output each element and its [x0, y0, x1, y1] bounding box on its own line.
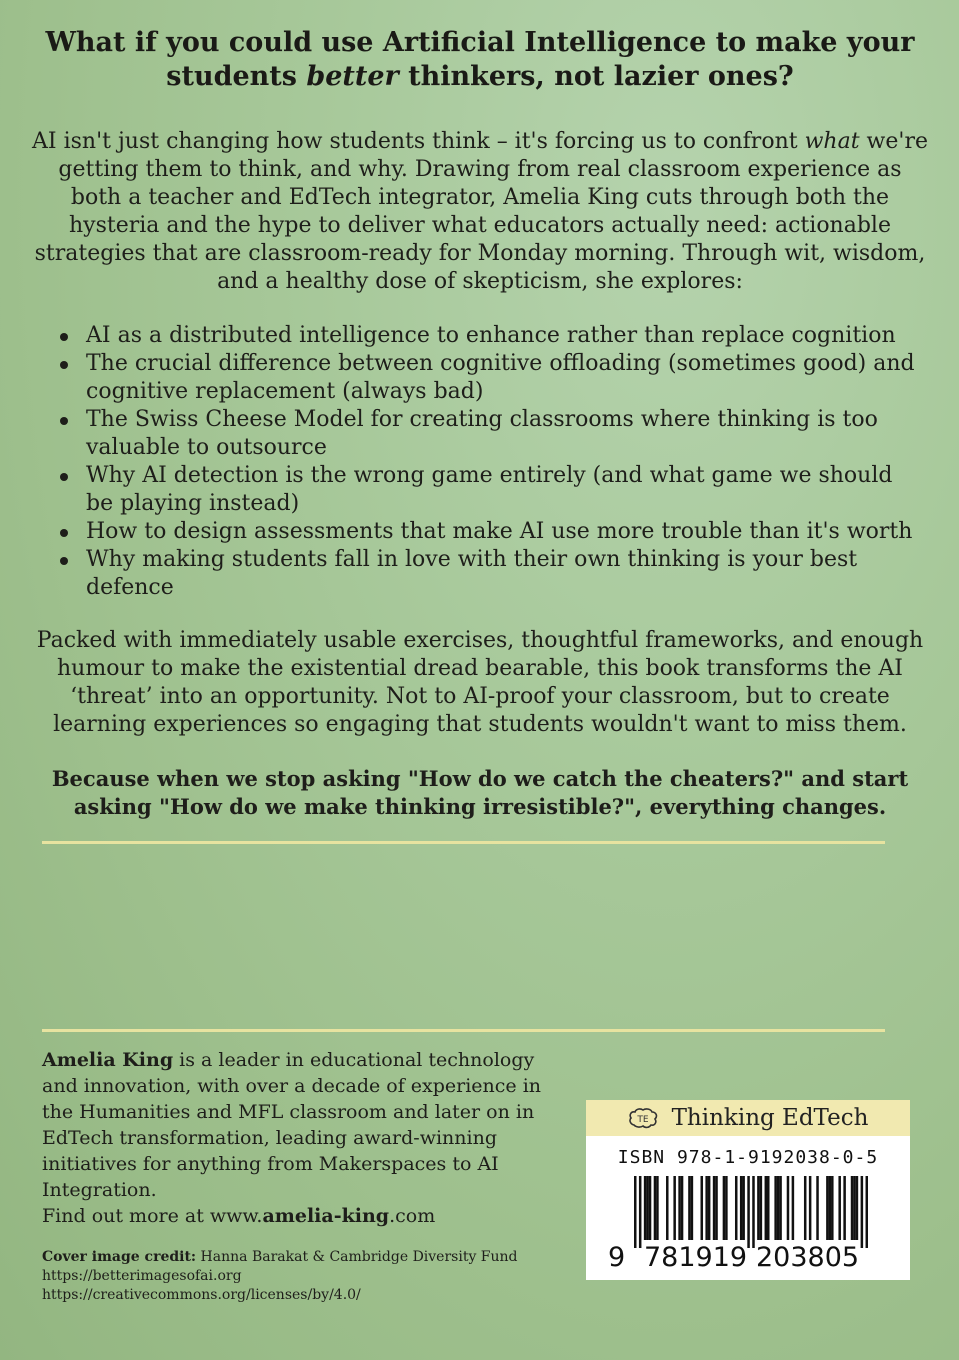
- barcode-bar: [853, 1176, 856, 1240]
- barcode-bar: [843, 1176, 846, 1240]
- packed-paragraph: Packed with immediately usable exercises, thoughtful frameworks, and enough humour to make the existential dread bearable, this book transforms the AI ‘threat’ into an opportunity. Not to AI-proof your classroom, but to create learning experiences so engaging that students wouldn't want to miss them.: [36, 628, 924, 737]
- credit-url-1: https://betterimagesofai.org: [42, 1268, 242, 1284]
- divider-top: [42, 841, 885, 844]
- isbn-text: ISBN 978-1-9192038-0-5: [617, 1147, 879, 1168]
- credit-label: Cover image credit:: [42, 1249, 197, 1265]
- headline-line2-b: thinkers, not lazier ones?: [398, 61, 794, 92]
- barcode-bar: [777, 1176, 780, 1240]
- list-item: Why making students fall in love with their own thinking is your best defence: [58, 546, 918, 602]
- barcode-bar: [634, 1176, 637, 1248]
- barcode-group-1: 781919: [644, 1242, 748, 1273]
- barcode-bar: [678, 1176, 681, 1240]
- barcode-bar: [708, 1176, 711, 1240]
- barcode-bar: [701, 1176, 704, 1240]
- barcode-bar: [691, 1176, 694, 1240]
- barcode-bar: [681, 1176, 684, 1240]
- intro-part1: AI isn't just changing how students think – it's forcing us to confront: [32, 129, 805, 154]
- list-item: The Swiss Cheese Model for creating classrooms where thinking is too valuable to outsource: [58, 406, 918, 462]
- list-item: How to design assessments that make AI use more trouble than it's worth: [58, 518, 918, 546]
- divider-bottom: [42, 1029, 885, 1032]
- barcode-bar: [656, 1176, 659, 1240]
- barcode-bar: [673, 1176, 676, 1240]
- barcode-bar: [774, 1176, 777, 1240]
- barcode-bar: [649, 1176, 652, 1240]
- barcode-bar: [779, 1176, 782, 1240]
- barcode-bar: [809, 1176, 812, 1240]
- barcode-bar: [826, 1176, 829, 1240]
- barcode-bar: [765, 1176, 768, 1240]
- barcode-bar: [861, 1176, 864, 1248]
- website-domain: amelia-king: [262, 1205, 390, 1227]
- website-prefix: Find out more at www.: [42, 1205, 263, 1227]
- intro-paragraph: [30, 128, 930, 296]
- list-item: The crucial difference between cognitive offloading (sometimes good) and cognitive replacement (always bad): [58, 350, 918, 406]
- barcode-bar: [787, 1176, 790, 1240]
- website-line: [42, 1203, 562, 1229]
- barcode-bar: [767, 1176, 770, 1240]
- headline-line1: What if you could use Artificial Intelligence to make your: [45, 27, 915, 58]
- barcode-bar: [742, 1176, 745, 1240]
- closing-statement: Because when we stop asking "How do we catch the cheaters?" and start asking "How do we make thinking irresistible?", everything changes.: [51, 766, 909, 819]
- author-bio-text: is a leader in educational technology and innovation, with over a decade of experience in the Humanities and MFL classroom and later on in EdTech transformation, leading award-winning initiatives for anything from Makerspaces to AI Integration.: [42, 1049, 542, 1201]
- barcode-bar: [747, 1176, 750, 1248]
- headline-line2-a: students: [166, 61, 307, 92]
- barcode-first-digit: 9: [608, 1242, 626, 1273]
- barcode-bar: [829, 1176, 832, 1240]
- publisher-name: Thinking EdTech: [671, 1105, 869, 1131]
- author-bio: [42, 1047, 572, 1203]
- barcode-bar: [654, 1176, 657, 1240]
- barcode-group-2: 203805: [756, 1242, 860, 1273]
- headline-emphasis: better: [306, 61, 399, 92]
- feature-list: [58, 322, 918, 602]
- barcode-bar: [838, 1176, 841, 1240]
- barcode-bar: [725, 1176, 728, 1240]
- barcode: [634, 1176, 868, 1248]
- isbn-block: [586, 1100, 910, 1280]
- barcode-digits: [586, 1242, 910, 1276]
- barcode-bar: [646, 1176, 649, 1240]
- barcode-bar: [831, 1176, 834, 1240]
- credit-url-2: https://creativecommons.org/licenses/by/4.0/: [42, 1287, 361, 1303]
- website-suffix: .com: [389, 1205, 436, 1227]
- brain-logo-icon: [628, 1107, 658, 1129]
- barcode-bar: [760, 1176, 763, 1240]
- barcode-bar: [705, 1176, 708, 1240]
- barcode-bar: [851, 1176, 854, 1240]
- barcode-bar: [688, 1176, 691, 1240]
- barcode-bar: [713, 1176, 716, 1240]
- list-item: AI as a distributed intelligence to enhance rather than replace cognition: [58, 322, 918, 350]
- image-credit: [42, 1248, 562, 1305]
- list-item: Why AI detection is the wrong game entirely (and what game we should be playing instead): [58, 462, 918, 518]
- barcode-bar: [752, 1176, 755, 1248]
- barcode-bar: [866, 1176, 868, 1248]
- barcode-bar: [757, 1176, 760, 1240]
- barcode-bar: [740, 1176, 743, 1240]
- barcode-bar: [644, 1176, 647, 1240]
- barcode-bar: [639, 1176, 642, 1248]
- logo-text: TE: [636, 1115, 649, 1125]
- intro-part2: we're getting them to think, and why. Drawing from real classroom experience as both a teacher and EdTech integrator, Amelia King cuts through both the hysteria and the hype to deliver what educators actually need: actionable strategies that are classroom-ready for Monday morning. Through wit, wisdom, and a healthy dose of skepticism, she explores:: [34, 129, 928, 294]
- intro-emphasis: what: [804, 129, 860, 154]
- credit-text: Hanna Barakat & Cambridge Diversity Fund: [196, 1249, 518, 1265]
- author-name: Amelia King: [42, 1049, 174, 1071]
- barcode-bar: [856, 1176, 859, 1240]
- barcode-bar: [804, 1176, 807, 1240]
- barcode-bar: [792, 1176, 795, 1240]
- barcode-bar: [816, 1176, 819, 1240]
- barcode-bar: [723, 1176, 726, 1240]
- barcode-bar: [735, 1176, 738, 1240]
- publisher-band: [586, 1100, 910, 1136]
- barcode-bar: [715, 1176, 718, 1240]
- barcode-bar: [666, 1176, 669, 1240]
- headline: [40, 26, 920, 94]
